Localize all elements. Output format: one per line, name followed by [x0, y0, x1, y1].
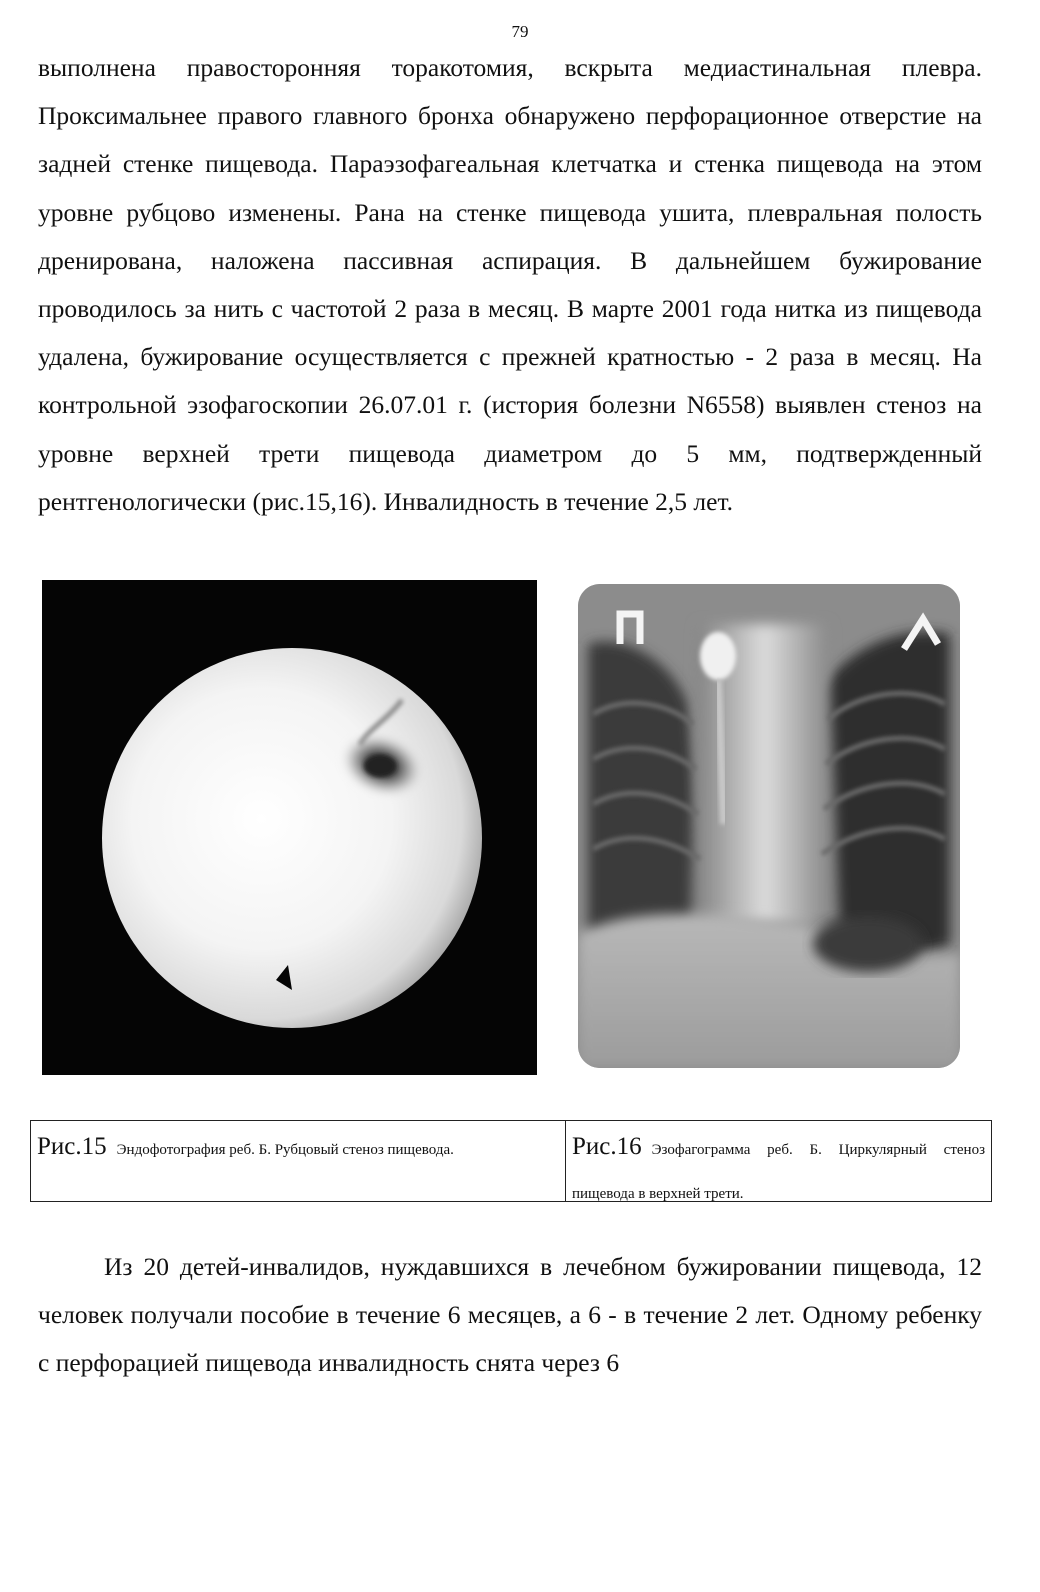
- body-paragraph-2-text: Из 20 детей-инвалидов, нуждавшихся в лечебном бужировании пищевода, 12 человек получали пособие в течение 6 месяцев, а 6 - в течение 2 лет. Одному ребенку с перфорацией пищевода инвалидность снята через 6: [38, 1252, 982, 1378]
- caption-table: [30, 1120, 992, 1202]
- esophagogram-xray-graphic: [578, 584, 960, 1068]
- body-paragraph-2: [38, 1243, 982, 1388]
- body-paragraph-1: выполнена правосторонняя торакотомия, вскрыта медиастинальная плевра. Проксимальнее правого главного бронха обнаружено перфорационное отверстие на задней стенке пищевода. Параэзофагеальная клетчатка и стенка пищевода на этом уровне рубцово изменены. Рана на стенке пищевода ушита, плевральная полость дренирована, наложена пассивная аспирация. В дальнейшем бужирование проводилось за нить с частотой 2 раза в месяц. В марте 2001 года нитка из пищевода удалена, бужирование осуществляется с прежней кратностью - 2 раза в месяц. На контрольной эзофагоскопии 26.07.01 г. (история болезни N6558) выявлен стеноз на уровне верхней трети пищевода диаметром до 5 мм, подтвержденный рентгенологически (рис.15,16). Инвалидность в течение 2,5 лет.: [38, 53, 982, 516]
- figure-16-label: Рис.16: [572, 1133, 642, 1160]
- endoscopy-photo: [42, 580, 537, 1075]
- figure-16-caption-text: Эзофагограмма реб. Б. Циркулярный стеноз пищевода в верхней трети.: [572, 1142, 985, 1202]
- figure-15-caption: [31, 1121, 566, 1201]
- figure-15-label: Рис.15: [37, 1133, 107, 1160]
- esophagogram-xray: [578, 584, 960, 1068]
- figure-16-caption: [566, 1121, 991, 1201]
- endoscopy-photo-graphic: [42, 580, 537, 1075]
- figure-15-caption-text: Эндофотография реб. Б. Рубцовый стеноз пищевода.: [116, 1142, 454, 1158]
- page-number: 79: [511, 22, 529, 41]
